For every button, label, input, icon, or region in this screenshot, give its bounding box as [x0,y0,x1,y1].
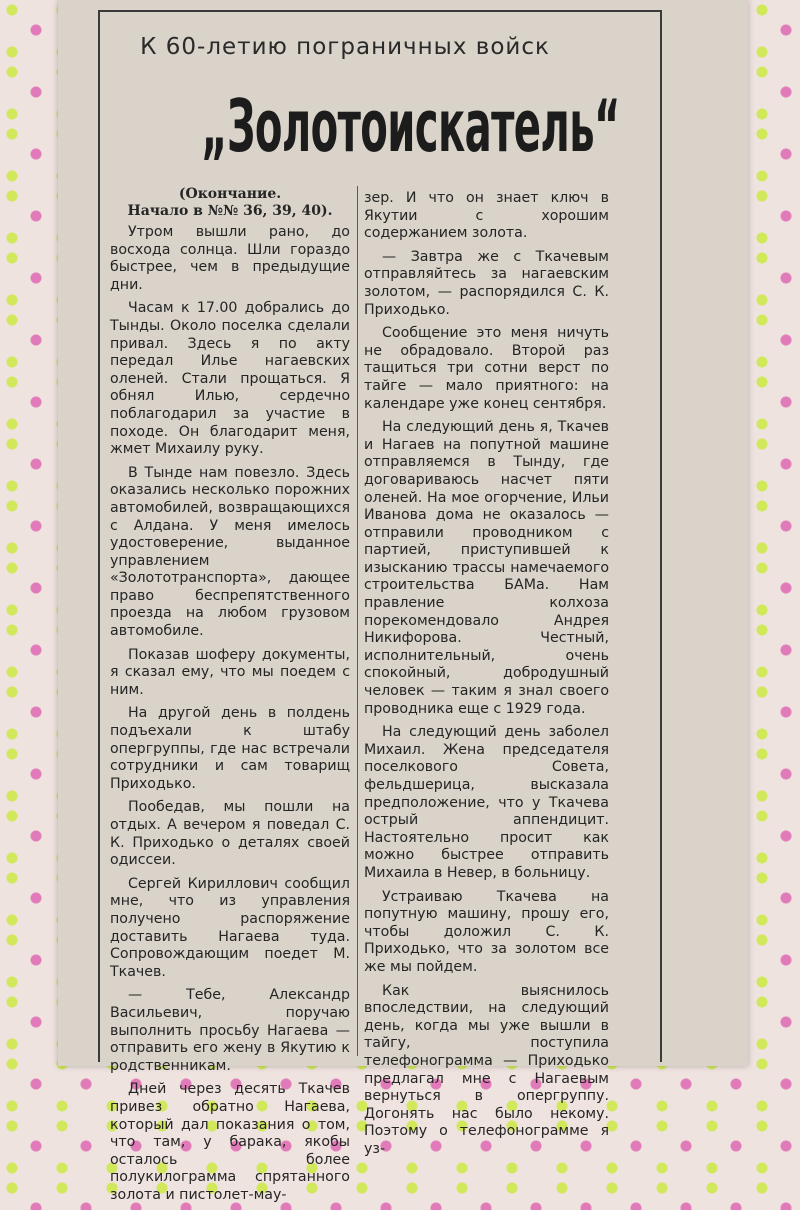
paragraph: На следующий день заболел Михаил. Жена председателя поселкового Совета, фельдшерица, высказала предположение, что у Ткачева острый аппендицит. Настоятельно просит как можно быстрее отправить Михаила в Невер, в больницу. [364,724,609,881]
paragraph: В Тынде нам повезло. Здесь оказались несколько порожних автомобилей, возвращающихся с Алдана. У меня имелось удостоверение, выданное управлением «Золототранспорта», дающее право беспрепятственного проезда на любом грузовом автомобиле. [110,464,350,640]
continuation-note-line2: Начало в №№ 36, 39, 40). [127,203,333,219]
paragraph: Как выяснилось впоследствии, на следующий день, когда мы уже вышли в тайгу, поступила телефонограмма — Приходько предлагал мне с Нагаевым вернуться в опергруппу. Догонять нас было некому. Поэтому о телефонограмме я уз- [364,982,609,1157]
paragraph: Сообщение это меня ничуть не обрадовало. Второй раз тащиться три сотни верст по тайге — мало приятного: на календаре уже конец сентября. [364,325,609,412]
right-column [364,190,609,1164]
paragraph: Сергей Кириллович сообщил мне, что из управления получено распоряжение доставить Нагаева туда. Сопровождающим поедет М. Ткачев. [110,875,350,980]
paragraph: — Тебе, Александр Васильевич, поручаю выполнить просьбу Нагаева — отправить его жену в Якутию к родственникам. [110,987,350,1074]
paragraph: Показав шоферу документы, я сказал ему, что мы поедем с ним. [110,646,350,698]
continuation-note [110,186,350,220]
paragraph: Утром вышли рано, до восхода солнца. Шли гораздо быстрее, чем в предыдущие дни. [110,224,350,293]
paragraph: На другой день в полдень подъехали к штабу опергруппы, где нас встречали сотрудники и сам товарищ Приходько. [110,705,350,792]
rubric-heading: К 60-летию пограничных войск [140,34,550,60]
paragraph: Пообедав, мы пошли на отдых. А вечером я поведал С. К. Приходько о деталях своей одиссеи. [110,799,350,869]
article-title: „Золотоискатель“ [201,84,620,168]
paragraph: зер. И что он знает ключ в Якутии с хорошим содержанием золота. [364,190,609,242]
paragraph: Дней через десять Ткачев привез обратно Нагаева, который дал показания о том, что там, у барака, якобы осталось более полукилограмма спрятанного золота и пистолет-мау- [110,1081,350,1203]
paragraph: Устраиваю Ткачева на попутную машину, прошу его, чтобы доложил С. К. Приходько, что за золотом все же мы пойдем. [364,888,609,975]
paragraph: Часам к 17.00 добрались до Тынды. Около поселка сделали привал. Здесь я по акту передал Илье нагаевских оленей. Стали прощаться. Я обнял Илью, сердечно поблагодарил за участие в походе. Он благодарит меня, жмет Михаилу руку. [110,300,350,458]
continuation-note-line1: (Окончание. [178,186,282,202]
left-column [110,186,350,1210]
paragraph: На следующий день я, Ткачев и Нагаев на попутной машине отправляемся в Тынду, где договариваюсь насчет пяти оленей. На мое огорчение, Ильи Иванова дома не оказалось — отправили проводником с партией, приступившей к изысканию трассы намечаемого строительства БАМа. Нам правление колхоза порекомендовало Андрея Никифорова. Честный, исполнительный, очень спокойный, добродушный человек — таким я знал своего проводника еще с 1929 года. [364,419,609,717]
column-divider [357,186,358,1056]
paragraph: — Завтра же с Ткачевым отправляйтесь за нагаевским золотом, — распорядился С. К. Приходько. [364,248,609,318]
